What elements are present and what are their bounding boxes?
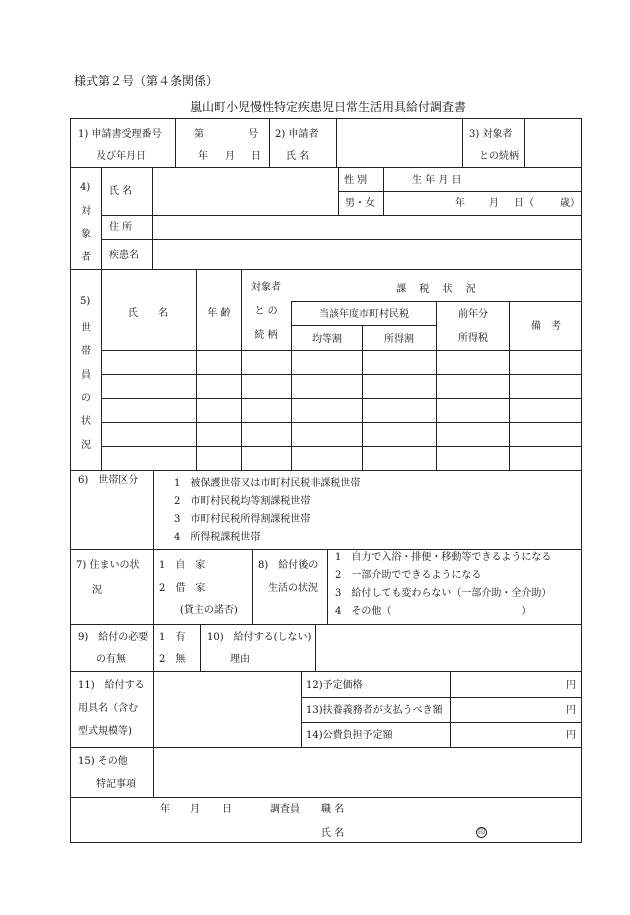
guardian-payment-label: 13)扶養義務者が支払うべき額 [306, 705, 443, 716]
footer-day: 日 [222, 804, 232, 815]
household-category-label: 6) 世帯区分 [78, 475, 139, 486]
planned-price-label: 12)予定価格 [306, 680, 363, 691]
public-subsidy-unit: 円 [566, 730, 576, 741]
income-tax-header: 所得税 [458, 333, 488, 344]
post-benefit-option: 4 その他（ ） [335, 606, 532, 617]
post-benefit-option: 1 自力で入浴・排便・移動等できるようになる [335, 552, 552, 563]
post-benefit-label: 8) 給付後の [258, 560, 319, 571]
other-notes-label: 15) その他 [78, 756, 128, 767]
equipment-name-label: 11) 給付する [78, 680, 145, 691]
household-section-char: 員 [81, 370, 91, 381]
subject-name-label: 氏 名 [109, 186, 133, 197]
applicant-name-label: 氏 名 [286, 151, 310, 162]
landlord-consent-note: (貸主の諾否) [180, 605, 238, 616]
receipt-number-go: 号 [248, 129, 258, 140]
relation-label: 3) 対象者 [469, 129, 513, 140]
birthdate-label: 生 年 月 日 [412, 175, 462, 186]
housing-option-own: 1 自 家 [159, 560, 206, 571]
household-category-option: 1 被保護世帯又は市町村民税非課税世帯 [174, 478, 361, 489]
gender-value: 男・女 [345, 198, 375, 209]
post-benefit-option: 2 一部介助でできるようになる [335, 570, 482, 581]
household-category-option: 4 所得税課税世帯 [174, 532, 261, 543]
necessity-option-no: 2 無 [159, 654, 186, 665]
subject-section-char: 者 [81, 252, 91, 263]
housing-option-rent: 2 借 家 [159, 583, 206, 594]
receipt-number-label: 1) 申請書受理番号 [78, 129, 162, 140]
address-label: 住 所 [109, 222, 133, 233]
post-benefit-option: 3 給付しても変わらない（一部介助・全介助） [335, 588, 552, 599]
municipal-tax-header: 当該年度市町村民税 [319, 309, 409, 320]
household-category-option: 2 市町村民税均等割課税世帯 [174, 496, 311, 507]
relation-label-2: との続柄 [479, 151, 519, 162]
investigator-position-label: 職 名 [321, 804, 345, 815]
seal-mark: 印 [478, 828, 485, 836]
investigator-label: 調査員 [270, 804, 300, 815]
other-notes-label-2: 特記事項 [96, 779, 136, 790]
footer-year: 年 [160, 804, 170, 815]
necessity-label-2: の有無 [96, 654, 126, 665]
reason-label-2: 理由 [230, 654, 250, 665]
receipt-date-label: 及び年月日 [96, 151, 146, 162]
disease-label: 疾患名 [109, 250, 139, 261]
form-number-label: 様式第２号（第４条関係） [74, 74, 219, 88]
form-title: 嵐山町小児慢性特定疾患児日常生活用具給付調査書 [189, 100, 467, 114]
housing-label-2: 況 [92, 585, 102, 596]
age-label: 歳） [560, 198, 580, 209]
household-relation-header: 対象者 [251, 282, 281, 293]
subject-section-char: 象 [81, 229, 91, 240]
subject-section-number: 4) [80, 182, 91, 193]
subject-section-char: 対 [81, 206, 91, 217]
household-relation-header: と の [254, 306, 278, 317]
household-section-char: 状 [81, 416, 91, 427]
tax-status-header: 課 税 状 況 [396, 284, 476, 295]
necessity-option-yes: 1 有 [159, 632, 186, 643]
household-age-header: 年 齢 [207, 308, 231, 319]
prev-year-header: 前年分 [458, 309, 488, 320]
gender-label: 性 別 [344, 175, 368, 186]
birth-month: 月 [489, 198, 499, 209]
household-section-number: 5) [80, 296, 91, 307]
household-name-header: 氏 名 [128, 308, 168, 319]
birth-year: 年 [455, 198, 465, 209]
income-levy-header: 所得割 [384, 334, 414, 345]
household-category-option: 3 市町村民税所得割課税世帯 [174, 514, 311, 525]
planned-price-unit: 円 [566, 680, 576, 691]
investigator-name-label: 氏 名 [321, 828, 345, 839]
household-section-char: 況 [81, 440, 91, 451]
post-benefit-label-2: 生活の状況 [268, 583, 318, 594]
receipt-month: 月 [225, 151, 235, 162]
birth-day: 日（ [514, 198, 534, 209]
necessity-label: 9) 給付の必要 [78, 632, 149, 643]
per-capita-header: 均等割 [312, 334, 342, 345]
household-section-char: の [81, 393, 91, 404]
equipment-name-label-2: 用具名（含む [78, 703, 138, 714]
housing-label: 7) 住まいの状 [76, 560, 140, 571]
applicant-label: 2) 申請者 [275, 129, 319, 140]
public-subsidy-label: 14)公費負担予定額 [306, 730, 393, 741]
household-section-char: 帯 [81, 346, 91, 357]
equipment-name-label-3: 型式規模等) [78, 726, 132, 737]
seal-icon [476, 827, 487, 838]
guardian-payment-unit: 円 [566, 705, 576, 716]
receipt-number-dai: 第 [194, 129, 204, 140]
receipt-year: 年 [198, 151, 208, 162]
receipt-day: 日 [251, 151, 261, 162]
household-section-char: 世 [81, 323, 91, 334]
reason-label: 10) 給付する(しない) [207, 632, 312, 643]
household-relation-header: 続 柄 [254, 330, 278, 341]
remarks-header: 備 考 [531, 321, 561, 332]
footer-month: 月 [190, 804, 200, 815]
